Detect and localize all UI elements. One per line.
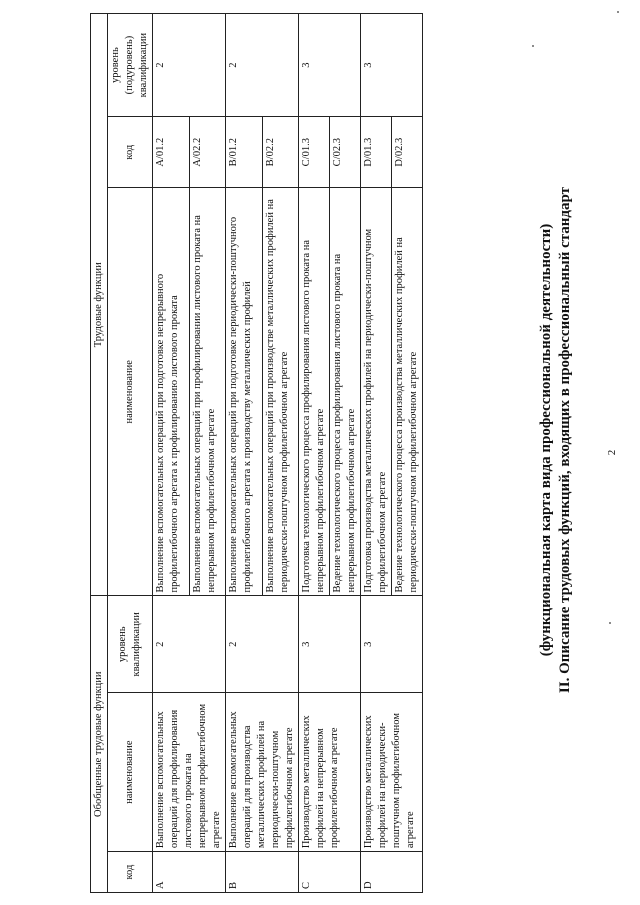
scan-speck: [609, 622, 611, 624]
section-title: II. Описание трудовых функций, входящих в профессиональный стандарт: [557, 186, 573, 694]
function-sublevel: 3: [299, 14, 361, 117]
function-code: D/02.3: [392, 117, 423, 188]
group-name: Производство металлических профилей на непрерывном профилегибочном агрегате: [299, 693, 361, 852]
function-code: A/01.2: [153, 117, 190, 188]
function-code: B/01.2: [226, 117, 263, 188]
sublevel-header: уровень (подуровень) квалификации: [108, 14, 153, 117]
function-code: C/01.3: [299, 117, 330, 188]
group-level: 3: [299, 596, 361, 693]
section-subtitle: (функциональная карта вида профессиональной деятельности): [538, 223, 554, 657]
generalized-header: Обобщенные трудовые функции: [91, 596, 108, 893]
table-row: [226, 14, 263, 893]
function-name: Выполнение вспомогательных операций при подготовке непрерывного профилегибочного агрегата к профилированию листового проката: [153, 188, 190, 596]
group-level: 2: [153, 596, 226, 693]
function-name: Ведение технологического процесса профилирования листового проката на непрерывном профилегибочном агрегате: [330, 188, 361, 596]
group-name: Выполнение вспомогательных операций для производства металлических профилей на периодически-поштучном профилегибочном агрегате: [226, 693, 299, 852]
group-code: D: [361, 852, 423, 893]
scan-speck: [617, 11, 619, 13]
function-name: Выполнение вспомогательных операций при подготовке периодически-поштучного профилегибочного агрегата к производству металлических профилей: [226, 188, 263, 596]
group-level: 2: [226, 596, 299, 693]
group-code: A: [153, 852, 226, 893]
scan-speck: [532, 45, 534, 47]
function-code-header: код: [108, 117, 153, 188]
functional-map-table: [90, 13, 423, 893]
page-number: 2: [606, 449, 618, 456]
qual-level-header: уровень квалификации: [108, 596, 153, 693]
function-code: B/02.2: [262, 117, 299, 188]
group-name: Производство металлических профилей на периодически-поштучном профилегибочном агрегате: [361, 693, 423, 852]
labor-functions-header: Трудовые функции: [91, 14, 108, 596]
function-name: Подготовка технологического процесса профилирования листового проката на непрерывном профилегибочном агрегате: [299, 188, 330, 596]
table-row: [361, 14, 392, 893]
code-header: код: [108, 852, 153, 893]
table-row: [153, 14, 190, 893]
function-sublevel: 2: [153, 14, 226, 117]
function-code: D/01.3: [361, 117, 392, 188]
header-row-2: [108, 14, 153, 893]
function-sublevel: 2: [226, 14, 299, 117]
header-row-1: [91, 14, 108, 893]
group-code: C: [299, 852, 361, 893]
group-level: 3: [361, 596, 423, 693]
function-sublevel: 3: [361, 14, 423, 117]
group-code: B: [226, 852, 299, 893]
name-header: наименование: [108, 693, 153, 852]
group-name: Выполнение вспомогательных операций для профилирования листового проката на непрерывном профилегибочном агрегате: [153, 693, 226, 852]
function-name-header: наименование: [108, 188, 153, 596]
table-row: [299, 14, 330, 893]
function-code: A/02.2: [189, 117, 226, 188]
function-name: Ведение технологического процесса производства металлических профилей на периодически-поштучном профилегибочном агрегате: [392, 188, 423, 596]
function-name: Выполнение вспомогательных операций при производстве металлических профилей на периодически-поштучном профилегибочном агрегате: [262, 188, 299, 596]
function-name: Выполнение вспомогательных операций при профилировании листового проката на непрерывном профилегибочном агрегате: [189, 188, 226, 596]
function-name: Подготовка производства металлических профилей на периодически-поштучном профилегибочном агрегате: [361, 188, 392, 596]
function-code: C/02.3: [330, 117, 361, 188]
